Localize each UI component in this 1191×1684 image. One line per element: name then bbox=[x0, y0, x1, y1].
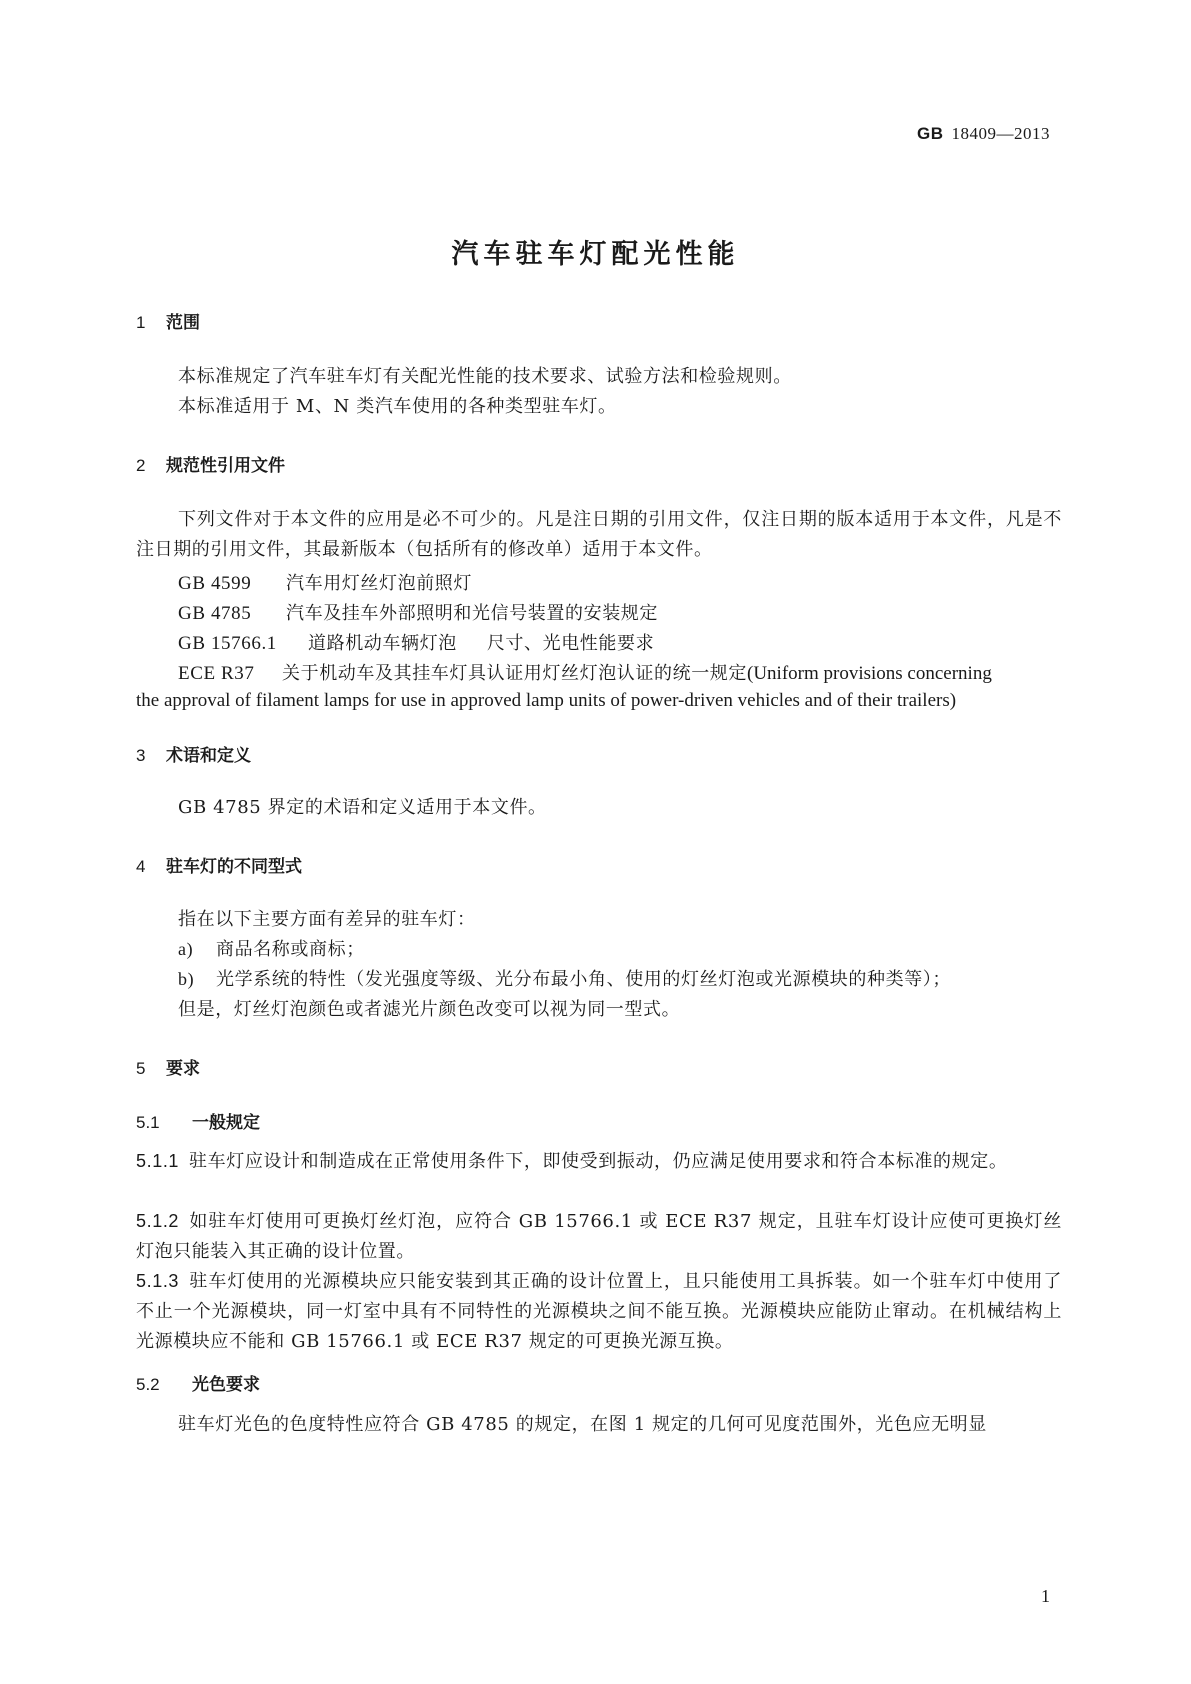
list-item-text: 商品名称或商标； bbox=[216, 939, 365, 960]
section-4-heading bbox=[136, 852, 302, 877]
section-title: 范围 bbox=[166, 313, 200, 333]
section-1-heading bbox=[136, 308, 200, 333]
subsection-number: 5.2 bbox=[136, 1375, 160, 1394]
clause-text: 如驻车灯使用可更换灯丝灯泡，应符合 GB 15766.1 或 ECE R37 规定，且驻车灯设计应使可更换灯丝灯泡只能装入其正确的设计位置。 bbox=[136, 1211, 1062, 1262]
subsection-number: 5.1 bbox=[136, 1113, 160, 1132]
standard-prefix: GB bbox=[917, 124, 944, 143]
reference-item-ece bbox=[178, 659, 992, 685]
section-number: 1 bbox=[136, 313, 146, 332]
section-1-paragraph-1: 本标准规定了汽车驻车灯有关配光性能的技术要求、试验方法和检验规则。 bbox=[178, 366, 792, 387]
reference-title: 汽车及挂车外部照明和光信号装置的安装规定 bbox=[286, 603, 658, 624]
reference-title: 关于机动车及其挂车灯具认证用灯丝灯泡认证的统一规定 bbox=[282, 663, 747, 684]
section-title: 要求 bbox=[166, 1059, 200, 1079]
clause-text: 驻车灯应设计和制造成在正常使用条件下，即使受到振动，仍应满足使用要求和符合本标准的规定。 bbox=[189, 1151, 1008, 1172]
section-number: 2 bbox=[136, 456, 146, 475]
section-number: 3 bbox=[136, 746, 146, 765]
page-number: 1 bbox=[1041, 1586, 1050, 1606]
clause-number: 5.1.2 bbox=[136, 1211, 180, 1231]
section-5-heading bbox=[136, 1054, 200, 1079]
clause-number: 5.1.3 bbox=[136, 1271, 180, 1291]
clause-5-2-text: 驻车灯光色的色度特性应符合 GB 4785 的规定，在图 1 规定的几何可见度范围外，光色应无明显 bbox=[178, 1414, 987, 1435]
list-marker: a) bbox=[178, 939, 194, 959]
reference-code: GB 4785 bbox=[178, 603, 252, 624]
reference-item bbox=[178, 569, 472, 595]
standard-number bbox=[917, 124, 1050, 144]
section-1-paragraph-2: 本标准适用于 M、N 类汽车使用的各种类型驻车灯。 bbox=[178, 396, 617, 417]
reference-code: ECE R37 bbox=[178, 663, 255, 684]
reference-item bbox=[178, 599, 658, 625]
subsection-5-1-heading bbox=[136, 1108, 260, 1133]
clause-5-1-3 bbox=[136, 1266, 1062, 1357]
section-4-intro: 指在以下主要方面有差异的驻车灯： bbox=[178, 909, 476, 930]
clause-5-1-2 bbox=[136, 1206, 1062, 1267]
section-3-paragraph: GB 4785 界定的术语和定义适用于本文件。 bbox=[178, 797, 547, 818]
section-4-note: 但是，灯丝灯泡颜色或者滤光片颜色改变可以视为同一型式。 bbox=[178, 999, 681, 1020]
reference-english-title-continued: the approval of filament lamps for use in approved lamp units of power-driven vehicles and of their trailers) bbox=[136, 690, 957, 711]
section-number: 5 bbox=[136, 1059, 146, 1078]
reference-code: GB 4599 bbox=[178, 573, 252, 594]
subsection-title: 光色要求 bbox=[192, 1375, 260, 1395]
section-2-intro: 下列文件对于本文件的应用是必不可少的。凡是注日期的引用文件，仅注日期的版本适用于本文件，凡是不注日期的引用文件，其最新版本（包括所有的修改单）适用于本文件。 bbox=[136, 509, 1062, 560]
reference-item bbox=[178, 629, 654, 655]
list-item bbox=[178, 935, 365, 961]
clause-number: 5.1.1 bbox=[136, 1151, 180, 1171]
section-3-heading bbox=[136, 741, 251, 766]
section-2-heading bbox=[136, 451, 285, 476]
reference-code: GB 15766.1 bbox=[178, 633, 277, 654]
subsection-5-2-heading bbox=[136, 1370, 260, 1395]
section-title: 驻车灯的不同型式 bbox=[166, 857, 302, 877]
reference-subtitle: 尺寸、光电性能要求 bbox=[486, 633, 655, 654]
reference-title: 道路机动车辆灯泡 bbox=[308, 633, 457, 654]
section-number: 4 bbox=[136, 857, 146, 876]
document-title: 汽车驻车灯配光性能 bbox=[451, 239, 740, 270]
standard-code: 18409—2013 bbox=[951, 124, 1050, 143]
section-title: 术语和定义 bbox=[166, 746, 251, 766]
list-item bbox=[178, 965, 951, 991]
section-title: 规范性引用文件 bbox=[166, 456, 285, 476]
clause-text: 驻车灯使用的光源模块应只能安装到其正确的设计位置上，且只能使用工具拆装。如一个驻车灯中使用了不止一个光源模块，同一灯室中具有不同特性的光源模块之间不能互换。光源模块应能防止窜动。在机械结构上光源模块应不能和 GB 15766.1 或 ECE R37 规定的可更换光源互换。 bbox=[136, 1271, 1062, 1352]
list-marker: b) bbox=[178, 969, 195, 989]
subsection-title: 一般规定 bbox=[192, 1113, 260, 1133]
list-item-text: 光学系统的特性（发光强度等级、光分布最小角、使用的灯丝灯泡或光源模块的种类等）； bbox=[216, 969, 951, 990]
clause-5-1-1 bbox=[136, 1146, 1062, 1177]
reference-title: 汽车用灯丝灯泡前照灯 bbox=[286, 573, 472, 594]
reference-english-title: (Uniform provisions concerning bbox=[747, 663, 992, 684]
